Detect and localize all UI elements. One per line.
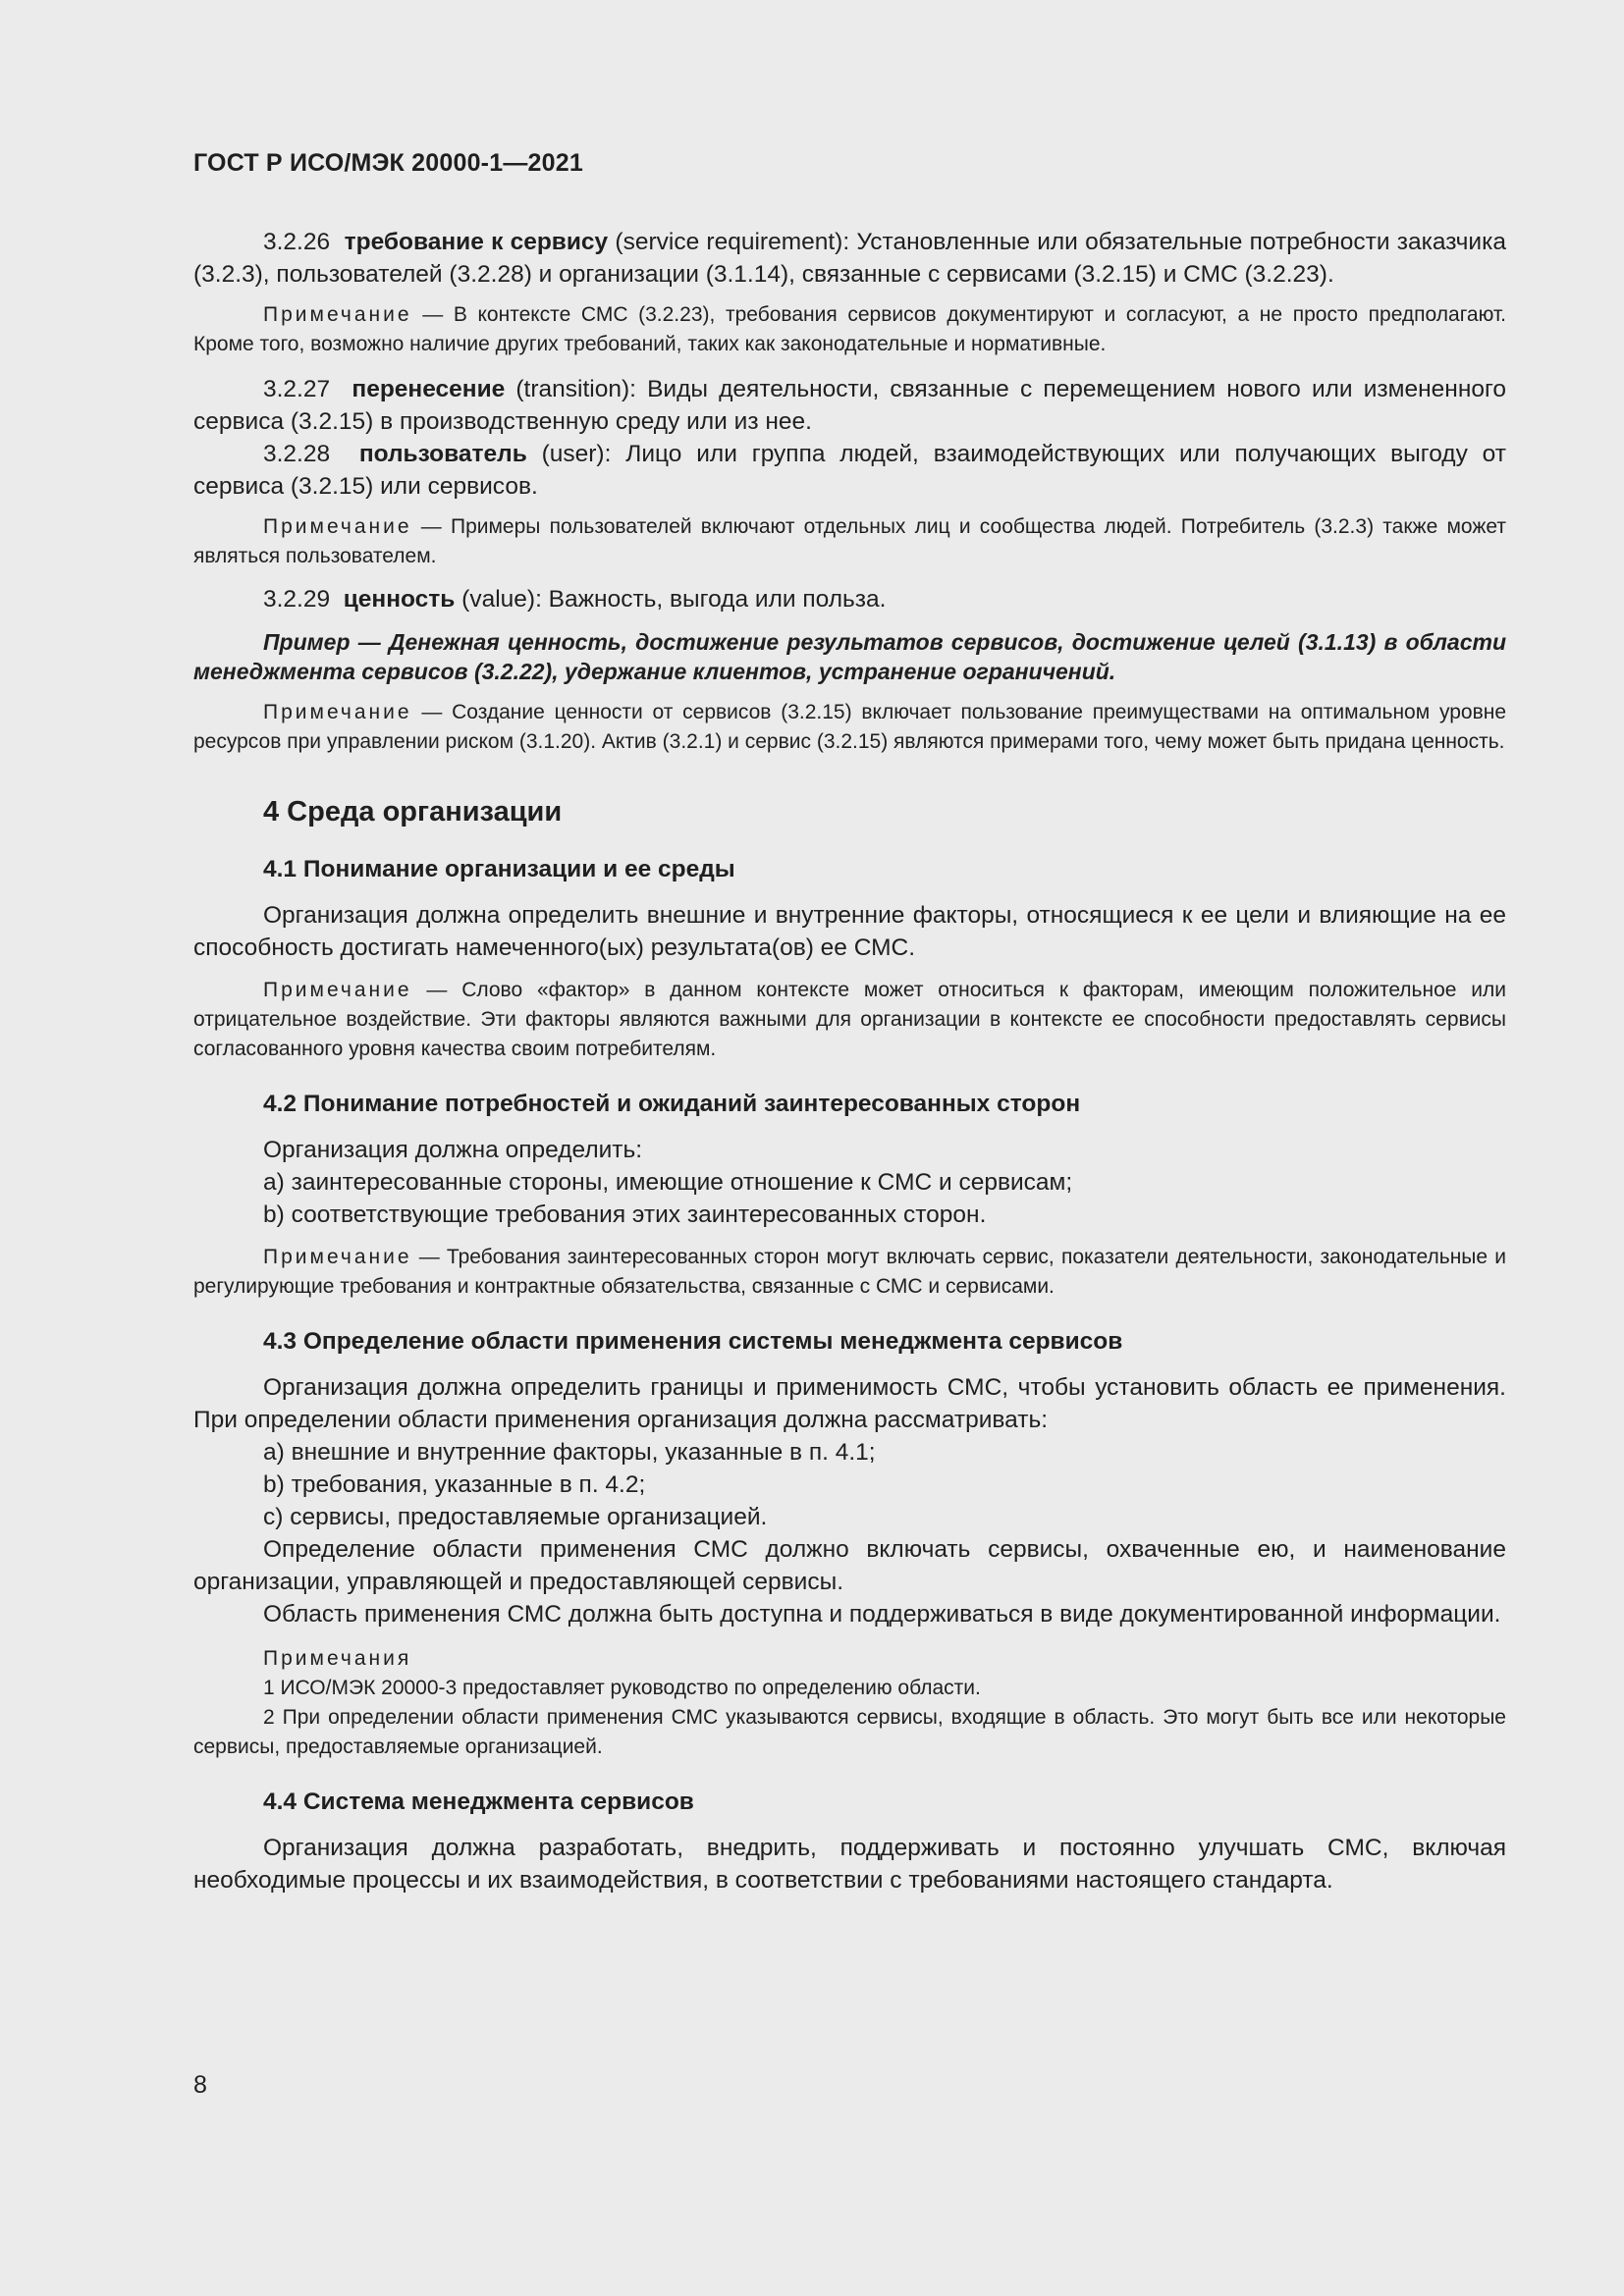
example-3-2-29: Пример — Денежная ценность, достижение результатов сервисов, достижение целей (3.1.13) в области менеджмента сервисов (3.2.22), удержание клиентов, устранение ограничений. — [193, 629, 1506, 684]
list-item: b) требования, указанные в п. 4.2; — [263, 1471, 646, 1498]
page-number: 8 — [193, 2071, 207, 2099]
note-4-1: Примечание — Слово «фактор» в данном контексте может относиться к факторам, имеющим положительное или отрицательное воздействие. Эти факторы являются важными для организации в контексте ее способности предоставлять сервисы согласованного уровня качества своим потребителям. — [193, 979, 1506, 1060]
list-item: b) соответствующие требования этих заинтересованных сторон. — [263, 1201, 987, 1228]
list-item: a) заинтересованные стороны, имеющие отношение к СМС и сервисам; — [263, 1169, 1073, 1196]
section-4-2-text: Организация должна определить: — [263, 1137, 643, 1163]
section-4-1-text: Организация должна определить внешние и внутренние факторы, относящиеся к ее цели и влияющие на ее способность достигать намеченного(ых) результата(ов) ее СМС. — [193, 902, 1506, 961]
section-4-3-title: 4.3 Определение области применения системы менеджмента сервисов — [263, 1328, 1123, 1355]
term-3-2-28: 3.2.28 пользователь (user): Лицо или группа людей, взаимодействующих или получающих выгоду от сервиса (3.2.15) или сервисов. — [193, 441, 1506, 500]
section-4-3-text: Определение области применения СМС должно включать сервисы, охваченные ею, и наименование организации, управляющей и предоставляющей сервисы. — [193, 1536, 1506, 1595]
section-4-title: 4 Среда организации — [263, 796, 563, 828]
section-4-3-text: Организация должна определить границы и применимость СМС, чтобы установить область ее применения. При определении области применения организация должна рассматривать: — [193, 1374, 1506, 1433]
term-3-2-27: 3.2.27 перенесение (transition): Виды деятельности, связанные с перемещением нового или измененного сервиса (3.2.15) в производственную среду или из нее. — [193, 376, 1506, 435]
note-3-2-28: Примечание — Примеры пользователей включают отдельных лиц и сообщества людей. Потребитель (3.2.3) также может являться пользователем. — [193, 515, 1506, 567]
note-4-3-1: 1 ИСО/МЭК 20000-3 предоставляет руководство по определению области. — [263, 1677, 981, 1699]
section-4-1-title: 4.1 Понимание организации и ее среды — [263, 856, 735, 882]
section-4-4-title: 4.4 Система менеджмента сервисов — [263, 1789, 694, 1815]
page-content — [193, 226, 1506, 1896]
note-4-2: Примечание — Требования заинтересованных сторон могут включать сервис, показатели деятельности, законодательные и регулирующие требования и контрактные обязательства, связанные с СМС и сервисами. — [193, 1246, 1506, 1298]
section-4-4-text: Организация должна разработать, внедрить, поддерживать и постоянно улучшать СМС, включая необходимые процессы и их взаимодействия, в соответствии с требованиями настоящего стандарта. — [193, 1835, 1506, 1894]
section-4-3-text: Область применения СМС должна быть доступна и поддерживаться в виде документированной информации. — [263, 1601, 1501, 1628]
note-4-3-2: 2 При определении области применения СМС указываются сервисы, входящие в область. Это могут быть все или некоторые сервисы, предоставляемые организацией. — [193, 1706, 1506, 1758]
list-item: c) сервисы, предоставляемые организацией. — [263, 1504, 768, 1530]
list-item: a) внешние и внутренние факторы, указанные в п. 4.1; — [263, 1439, 876, 1466]
term-3-2-29: 3.2.29 ценность (value): Важность, выгода или польза. — [263, 586, 887, 613]
document-header: ГОСТ Р ИСО/МЭК 20000-1—2021 — [193, 149, 583, 177]
note-3-2-29: Примечание — Создание ценности от сервисов (3.2.15) включает пользование преимуществами на оптимальном уровне ресурсов при управлении риском (3.1.20). Актив (3.2.1) и сервис (3.2.15) являются примерами того, чему может быть придана ценность. — [193, 701, 1506, 753]
note-3-2-26: Примечание — В контексте СМС (3.2.23), требования сервисов документируют и согласуют, а не просто предполагают. Кроме того, возможно наличие других требований, таких как законодательные и нормативные. — [193, 303, 1506, 355]
section-4-2-title: 4.2 Понимание потребностей и ожиданий заинтересованных сторон — [263, 1091, 1081, 1117]
notes-label: Примечания — [263, 1647, 412, 1670]
term-3-2-26: 3.2.26 требование к сервису (service requirement): Установленные или обязательные потребности заказчика (3.2.3), пользователей (3.2.28) и организации (3.1.14), связанные с сервисами (3.2.15) и СМС (3.2.23). — [193, 229, 1506, 288]
